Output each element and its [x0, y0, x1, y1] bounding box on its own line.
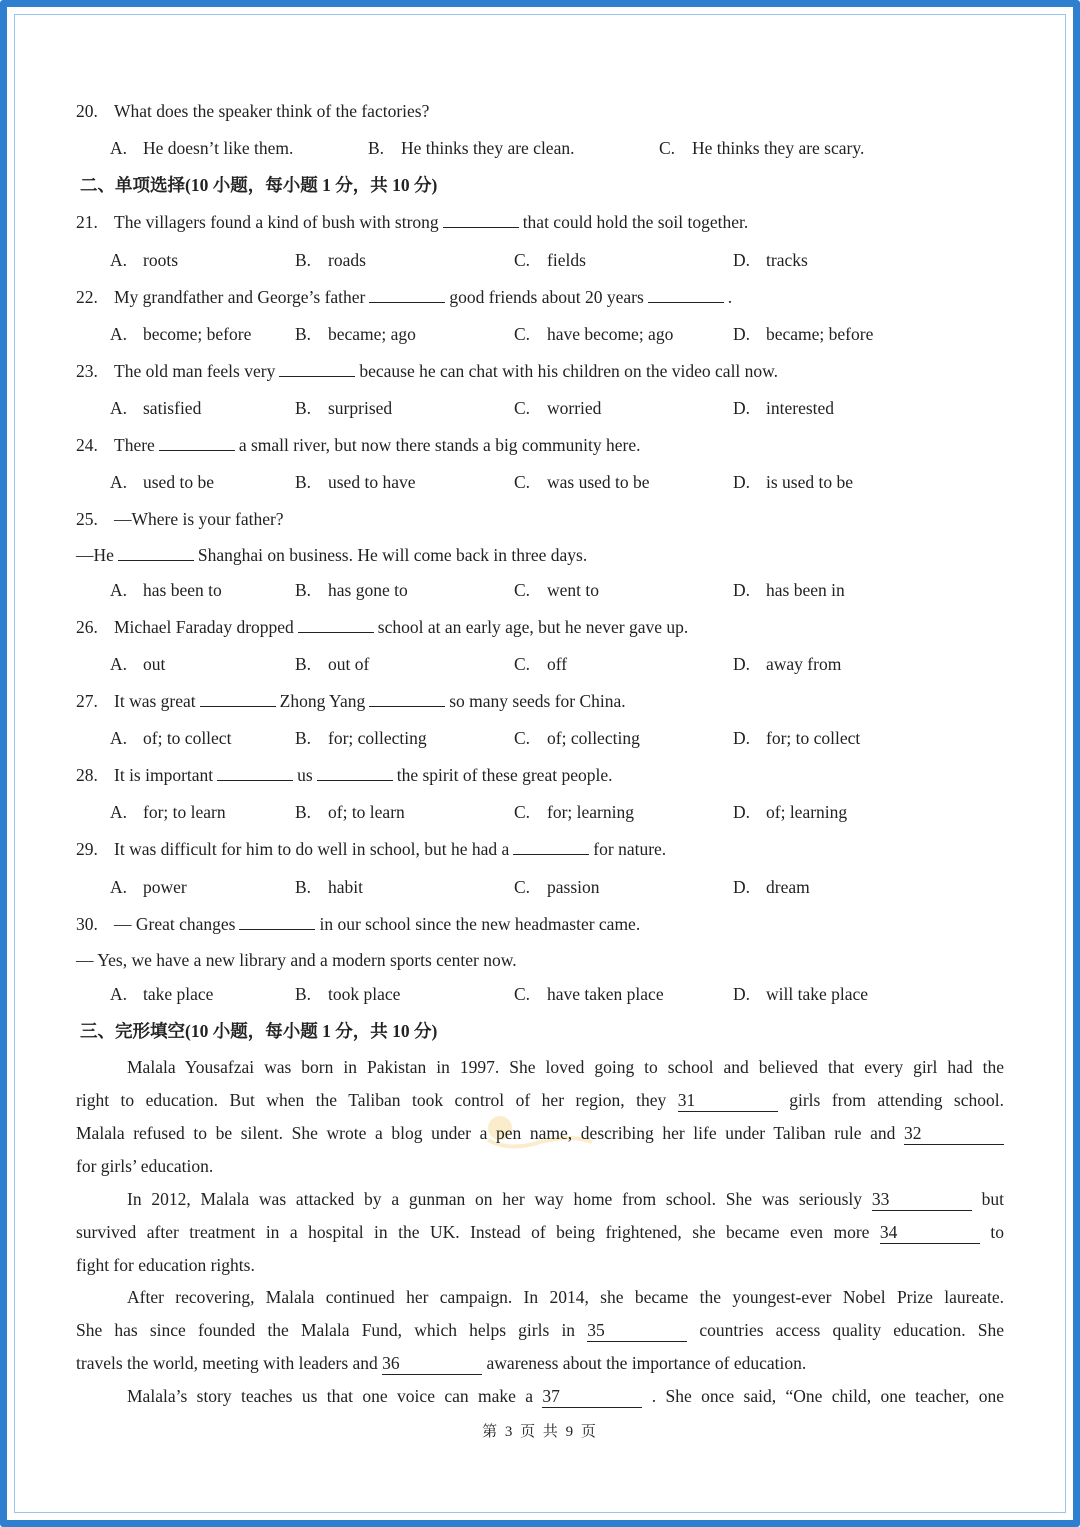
passage-text: right to education. But when the Taliban took control of her region, they	[76, 1090, 667, 1110]
option-text: became; ago	[328, 324, 416, 344]
question-text: because he can chat with his children on the video call now.	[359, 361, 779, 381]
option-text: have taken place	[547, 984, 664, 1004]
question-text: .	[727, 287, 733, 307]
question-number: 23.	[76, 361, 98, 381]
page-footer: 第 3 页 共 9 页	[482, 1424, 598, 1440]
question-stem	[76, 434, 641, 456]
option-text: became; before	[766, 324, 874, 344]
option-text: He doesn’t like them.	[143, 138, 294, 158]
option-text: take place	[143, 984, 214, 1004]
answer-blank[interactable]	[513, 838, 589, 855]
answer-option[interactable]	[733, 397, 834, 419]
answer-option[interactable]	[733, 727, 860, 749]
cloze-blank-34[interactable]: 34	[880, 1221, 980, 1244]
answer-blank[interactable]	[239, 913, 315, 930]
answer-option[interactable]	[110, 249, 178, 271]
option-letter: C.	[514, 398, 531, 418]
answer-option[interactable]	[110, 727, 231, 749]
question-number: 28.	[76, 765, 98, 785]
answer-option[interactable]	[514, 323, 673, 345]
answer-option[interactable]	[110, 579, 222, 601]
answer-option[interactable]	[110, 397, 201, 419]
option-letter: C.	[514, 984, 531, 1004]
option-text: off	[547, 654, 568, 674]
option-text: He thinks they are scary.	[692, 138, 865, 158]
option-text: of; to learn	[328, 802, 405, 822]
question-text: for nature.	[593, 839, 667, 859]
answer-blank[interactable]	[159, 434, 235, 451]
option-letter: A.	[110, 580, 128, 600]
answer-option[interactable]	[733, 471, 853, 493]
option-letter: C.	[514, 728, 531, 748]
answer-option[interactable]	[295, 397, 392, 419]
question-text: It was great	[114, 691, 196, 711]
option-letter: A.	[110, 324, 128, 344]
question-text: —He	[76, 545, 114, 565]
option-letter: A.	[110, 138, 128, 158]
question-text: Shanghai on business. He will come back in three days.	[197, 545, 588, 565]
option-letter: B.	[295, 472, 312, 492]
answer-option[interactable]	[514, 471, 650, 493]
answer-option[interactable]	[295, 323, 416, 345]
option-letter: D.	[733, 324, 751, 344]
question-text: My grandfather and George’s father	[114, 287, 366, 307]
passage-line	[127, 1188, 1004, 1211]
option-letter: B.	[295, 324, 312, 344]
option-letter: D.	[733, 728, 751, 748]
answer-option[interactable]	[295, 471, 415, 493]
option-text: went to	[547, 580, 600, 600]
option-letter: A.	[110, 728, 128, 748]
answer-option[interactable]	[295, 579, 408, 601]
passage-line	[76, 1352, 1004, 1375]
option-text: for; learning	[547, 802, 634, 822]
option-text: interested	[766, 398, 835, 418]
passage-text: Malala Yousafzai was born in Pakistan in 1997. She loved going to school and believed that every girl had the	[127, 1057, 1004, 1077]
question-text: us	[297, 765, 313, 785]
question-text: What does the speaker think of the factories?	[114, 101, 430, 121]
option-text: is used to be	[766, 472, 854, 492]
question-text: — Great changes	[114, 914, 236, 934]
dialog-line	[76, 544, 587, 566]
option-letter: D.	[733, 802, 751, 822]
option-letter: A.	[110, 472, 128, 492]
option-text: used to have	[328, 472, 416, 492]
question-text: There	[114, 435, 155, 455]
option-text: have become; ago	[547, 324, 674, 344]
cloze-blank-37[interactable]: 37	[542, 1385, 642, 1408]
answer-option[interactable]	[295, 653, 369, 675]
option-letter: B.	[295, 580, 312, 600]
passage-text: for girls’ education.	[76, 1156, 214, 1176]
option-letter: B.	[295, 984, 312, 1004]
question-text: school at an early age, but he never gave up.	[377, 617, 689, 637]
option-text: took place	[328, 984, 401, 1004]
cloze-blank-32[interactable]: 32	[904, 1122, 1004, 1145]
option-text: of; collecting	[547, 728, 640, 748]
question-number: 27.	[76, 691, 98, 711]
option-text: of; learning	[766, 802, 848, 822]
answer-option[interactable]	[733, 653, 841, 675]
answer-option[interactable]	[514, 579, 599, 601]
option-text: dream	[766, 877, 810, 897]
question-text: —Where is your father?	[114, 509, 284, 529]
passage-text: . She once said, “One child, one teacher, one	[651, 1386, 1004, 1406]
dialog-line	[76, 949, 517, 971]
answer-option[interactable]	[368, 137, 574, 159]
option-text: surprised	[328, 398, 393, 418]
option-text: out of	[328, 654, 370, 674]
option-letter: D.	[733, 398, 751, 418]
option-letter: C.	[514, 802, 531, 822]
answer-option[interactable]	[733, 249, 808, 271]
option-text: habit	[328, 877, 363, 897]
answer-option[interactable]	[514, 876, 600, 898]
option-letter: C.	[514, 250, 531, 270]
answer-option[interactable]	[295, 876, 363, 898]
option-text: of; to collect	[143, 728, 232, 748]
answer-blank[interactable]	[648, 286, 724, 303]
answer-option[interactable]	[514, 727, 640, 749]
option-text: become; before	[143, 324, 252, 344]
answer-option[interactable]	[514, 801, 634, 823]
passage-line	[127, 1385, 1004, 1408]
answer-blank[interactable]	[118, 544, 194, 561]
answer-option[interactable]	[110, 983, 213, 1005]
answer-blank[interactable]	[279, 360, 355, 377]
option-letter: D.	[733, 984, 751, 1004]
answer-option[interactable]	[295, 983, 400, 1005]
option-letter: B.	[295, 728, 312, 748]
option-text: has gone to	[328, 580, 408, 600]
option-text: for; to collect	[766, 728, 861, 748]
option-text: will take place	[766, 984, 869, 1004]
question-number: 26.	[76, 617, 98, 637]
option-letter: A.	[110, 398, 128, 418]
option-letter: B.	[295, 250, 312, 270]
option-letter: C.	[514, 324, 531, 344]
section-heading: 三、完形填空(10 小题，每小题 1 分，共 10 分)	[80, 1021, 438, 1041]
passage-text: travels the world, meeting with leaders and	[76, 1353, 378, 1373]
option-text: roots	[143, 250, 178, 270]
question-stem	[76, 838, 666, 860]
option-letter: B.	[295, 877, 312, 897]
passage-text: survived after treatment in a hospital in the UK. Instead of being frightened, she became even more	[76, 1222, 870, 1242]
answer-option[interactable]	[110, 653, 165, 675]
option-text: tracks	[766, 250, 808, 270]
question-number: 20.	[76, 101, 98, 121]
question-text: that could hold the soil together.	[522, 212, 749, 232]
question-text: The old man feels very	[114, 361, 276, 381]
cloze-blank-31[interactable]: 31	[678, 1089, 778, 1112]
answer-blank[interactable]	[200, 690, 276, 707]
option-letter: C.	[514, 472, 531, 492]
option-letter: B.	[295, 802, 312, 822]
question-text: the spirit of these great people.	[396, 765, 613, 785]
option-letter: D.	[733, 580, 751, 600]
option-text: for; collecting	[328, 728, 427, 748]
question-text: so many seeds for China.	[449, 691, 626, 711]
option-letter: A.	[110, 802, 128, 822]
option-text: away from	[766, 654, 842, 674]
question-number: 21.	[76, 212, 98, 232]
option-letter: C.	[514, 654, 531, 674]
option-letter: C.	[514, 580, 531, 600]
answer-blank[interactable]	[369, 286, 445, 303]
answer-blank[interactable]	[317, 764, 393, 781]
question-text: in our school since the new headmaster came.	[319, 914, 641, 934]
answer-option[interactable]	[733, 579, 845, 601]
option-letter: D.	[733, 472, 751, 492]
answer-option[interactable]	[514, 249, 586, 271]
option-letter: D.	[733, 250, 751, 270]
question-number: 22.	[76, 287, 98, 307]
cloze-blank-33[interactable]: 33	[872, 1188, 972, 1211]
answer-blank[interactable]	[443, 211, 519, 228]
answer-option[interactable]	[110, 137, 293, 159]
option-letter: A.	[110, 250, 128, 270]
passage-text: to	[990, 1222, 1005, 1242]
passage-text: In 2012, Malala was attacked by a gunman on her way home from school. She was seriously	[127, 1189, 863, 1209]
question-text: Zhong Yang	[279, 691, 366, 711]
passage-text: awareness about the importance of education.	[486, 1353, 807, 1373]
option-letter: B.	[295, 398, 312, 418]
question-stem	[76, 913, 640, 935]
answer-option[interactable]	[733, 983, 868, 1005]
option-text: has been in	[766, 580, 845, 600]
question-number: 24.	[76, 435, 98, 455]
question-stem	[76, 100, 429, 122]
option-letter: D.	[733, 654, 751, 674]
passage-line	[76, 1122, 1004, 1145]
option-letter: A.	[110, 877, 128, 897]
passage-line	[76, 1089, 1004, 1112]
question-number: 25.	[76, 509, 98, 529]
answer-option[interactable]	[733, 876, 810, 898]
passage-text: Malala’s story teaches us that one voice can make a	[127, 1386, 534, 1406]
passage-text: girls from attending school.	[789, 1090, 1004, 1110]
option-letter: A.	[110, 654, 128, 674]
option-text: power	[143, 877, 187, 897]
answer-option[interactable]	[110, 323, 251, 345]
question-stem	[76, 764, 612, 786]
answer-option[interactable]	[733, 323, 873, 345]
option-text: used to be	[143, 472, 214, 492]
option-text: was used to be	[547, 472, 650, 492]
option-letter: B.	[295, 654, 312, 674]
option-text: worried	[547, 398, 602, 418]
answer-option[interactable]	[295, 727, 427, 749]
answer-option[interactable]	[514, 653, 567, 675]
option-text: satisfied	[143, 398, 202, 418]
cloze-blank-36[interactable]: 36	[382, 1352, 482, 1375]
question-stem	[76, 508, 284, 530]
passage-text: but	[981, 1189, 1005, 1209]
option-letter: C.	[659, 138, 676, 158]
passage-line	[127, 1056, 1004, 1078]
answer-option[interactable]	[295, 801, 405, 823]
answer-option[interactable]	[733, 801, 847, 823]
answer-option[interactable]	[110, 876, 187, 898]
option-text: has been to	[143, 580, 222, 600]
question-stem	[76, 690, 626, 712]
question-text: good friends about 20 years	[449, 287, 644, 307]
option-text: roads	[328, 250, 366, 270]
question-text: — Yes, we have a new library and a modern sports center now.	[76, 950, 517, 970]
passage-line	[76, 1221, 1004, 1244]
passage-line	[76, 1319, 1004, 1342]
option-letter: D.	[733, 877, 751, 897]
passage-text: countries access quality education. She	[699, 1320, 1005, 1340]
passage-text: After recovering, Malala continued her campaign. In 2014, she became the youngest-ever Nobel Prize laureate.	[127, 1287, 1004, 1307]
question-text: It is important	[114, 765, 214, 785]
answer-option[interactable]	[514, 397, 601, 419]
question-stem	[76, 616, 688, 638]
answer-option[interactable]	[514, 983, 664, 1005]
option-letter: B.	[368, 138, 385, 158]
option-letter: C.	[514, 877, 531, 897]
option-letter: A.	[110, 984, 128, 1004]
answer-blank[interactable]	[217, 764, 293, 781]
answer-blank[interactable]	[298, 616, 374, 633]
answer-option[interactable]	[659, 137, 864, 159]
question-text: It was difficult for him to do well in school, but he had a	[114, 839, 510, 859]
option-text: for; to learn	[143, 802, 226, 822]
answer-option[interactable]	[295, 249, 366, 271]
question-number: 30.	[76, 914, 98, 934]
question-stem	[76, 211, 748, 233]
option-text: fields	[547, 250, 586, 270]
passage-text: fight for education rights.	[76, 1255, 255, 1275]
question-number: 29.	[76, 839, 98, 859]
option-text: passion	[547, 877, 600, 897]
passage-line	[127, 1286, 1004, 1308]
question-text: a small river, but now there stands a big community here.	[238, 435, 641, 455]
passage-line	[76, 1155, 1004, 1177]
option-text: He thinks they are clean.	[401, 138, 575, 158]
passage-text: Malala refused to be silent. She wrote a blog under a pen name, describing her life under Taliban rule and	[76, 1123, 896, 1143]
section-heading: 二、单项选择(10 小题，每小题 1 分，共 10 分)	[80, 175, 438, 195]
answer-blank[interactable]	[369, 690, 445, 707]
cloze-blank-35[interactable]: 35	[587, 1319, 687, 1342]
question-text: Michael Faraday dropped	[114, 617, 294, 637]
passage-text: She has since founded the Malala Fund, which helps girls in	[76, 1320, 576, 1340]
answer-option[interactable]	[110, 801, 226, 823]
option-text: out	[143, 654, 166, 674]
question-text: The villagers found a kind of bush with strong	[114, 212, 439, 232]
answer-option[interactable]	[110, 471, 214, 493]
question-stem	[76, 360, 778, 382]
passage-line	[76, 1254, 1004, 1276]
question-stem	[76, 286, 732, 308]
